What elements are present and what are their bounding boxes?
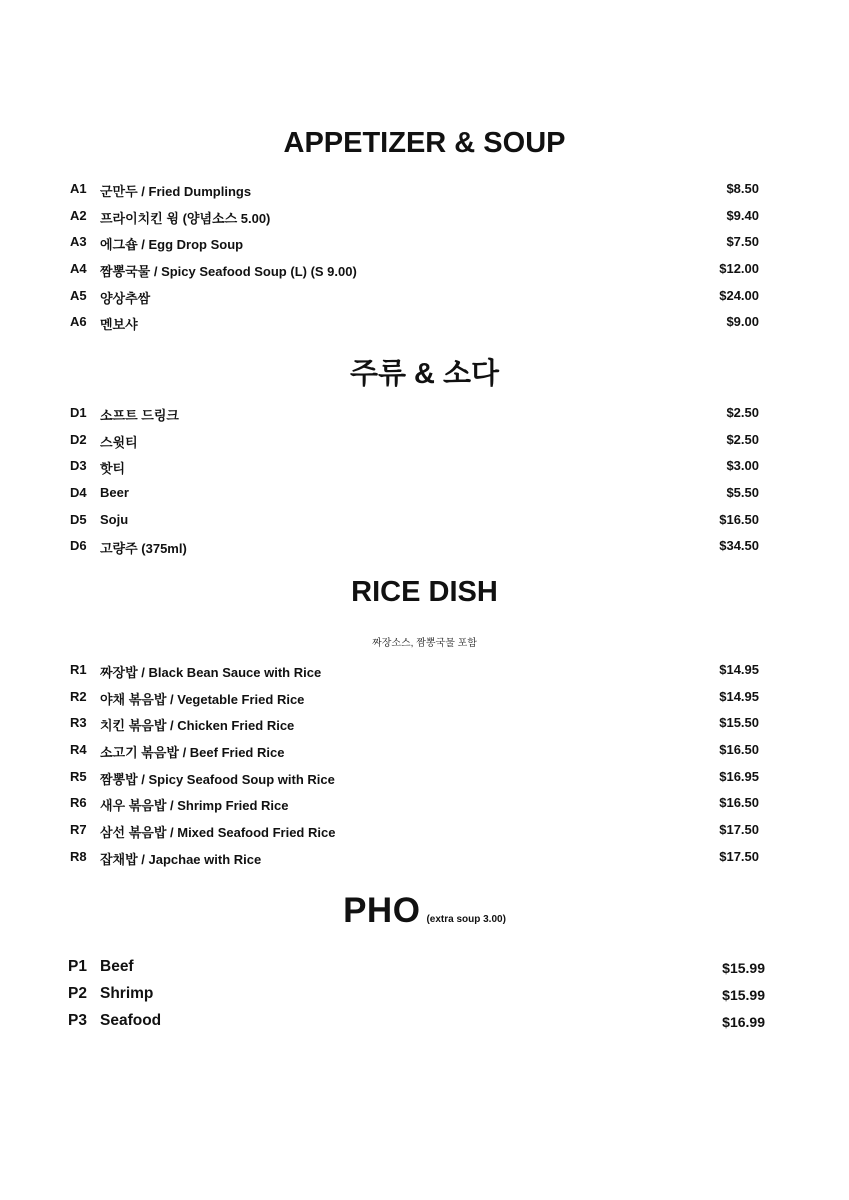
item-name: 야채 볶음밥 / Vegetable Fried Rice [100,691,305,707]
item-name: 프라이치킨 윙 (양념소스 5.00) [100,210,271,226]
item-price: $7.50 [726,234,759,250]
item-code: D6 [70,538,87,554]
drinks-list [0,405,849,565]
item-code: D3 [70,458,87,474]
item-price: $5.50 [726,485,759,501]
rice-section-title: RICE DISH [351,576,498,608]
item-name: 짬뽕밥 / Spicy Seafood Soup with Rice [100,771,335,787]
item-code: R6 [70,795,87,811]
item-price: $16.50 [719,742,759,758]
menu-item-p2 [0,985,849,1012]
item-price: $16.50 [719,511,759,527]
item-name: 에그숍 / Egg Drop Soup [100,237,244,253]
drinks-section-title: 주류 & 소다 [349,358,500,390]
item-code: D2 [70,431,87,447]
item-name: 치킨 볶음밥 / Chicken Fried Rice [100,718,295,734]
menu-item-d5 [0,512,849,539]
menu-item-p1 [0,958,849,985]
item-name: 소프트 드링크 [100,408,179,423]
appetizer-list [0,181,849,341]
item-price: $2.50 [726,405,759,420]
menu-item-a4 [0,261,849,288]
item-code: R4 [70,742,87,758]
item-price: $15.99 [722,960,765,976]
item-name: 잡채밥 / Japchae with Rice [100,851,262,867]
item-price: $14.95 [719,662,759,677]
item-code: A3 [70,234,87,250]
item-code: D1 [70,405,87,420]
item-name: 군만두 / Fried Dumplings [100,184,252,199]
item-price: $16.50 [719,795,759,811]
item-name: Seafood [100,1012,162,1029]
pho-list [0,958,849,1039]
item-name: 고량주 (375ml) [100,541,187,557]
menu-item-d6 [0,538,849,565]
item-name: 멘보샤 [100,317,138,333]
item-code: A1 [70,181,87,196]
appetizer-section-title: APPETIZER & SOUP [283,127,566,159]
item-code: D5 [70,511,87,527]
item-code: R7 [70,822,87,838]
item-price: $14.95 [719,688,759,704]
item-code: R3 [70,715,87,731]
menu-item-r4 [0,742,849,769]
item-code: R5 [70,768,87,784]
menu-item-r5 [0,769,849,796]
item-price: $3.00 [726,458,759,474]
menu-item-r7 [0,822,849,849]
item-price: $24.00 [719,287,759,303]
item-code: R2 [70,688,87,704]
item-price: $2.50 [726,431,759,447]
item-name: 핫티 [100,461,126,477]
rice-list [0,662,849,876]
menu-item-r1 [0,662,849,689]
item-name: Beer [100,485,129,501]
item-code: A5 [70,287,87,303]
menu-item-d3 [0,458,849,485]
menu-item-p3 [0,1012,849,1039]
menu-item-d2 [0,432,849,459]
menu-item-r3 [0,715,849,742]
item-price: $16.99 [722,1014,765,1030]
menu-item-d4 [0,485,849,512]
item-code: D4 [70,485,87,501]
rice-section-note: 짜장소스, 짬뽕국물 포함 [372,638,477,649]
pho-section-title [0,891,849,931]
item-code: R8 [70,848,87,864]
menu-item-r2 [0,689,849,716]
item-code: P1 [68,958,87,975]
item-price: $16.95 [719,768,759,784]
item-code: A4 [70,261,87,277]
pho-extra-soup-note: (extra soup 3.00) [426,914,506,925]
item-name: 소고기 볶음밥 / Beef Fried Rice [100,745,285,761]
pho-title-text: PHO [343,891,421,930]
item-price: $17.50 [719,848,759,864]
item-price: $12.00 [719,261,759,277]
menu-item-a1 [0,181,849,208]
item-name: Soju [100,511,129,527]
item-price: $15.99 [722,987,765,1003]
item-name: Shrimp [100,985,154,1002]
item-code: R1 [70,662,87,677]
item-name: 삼선 볶음밥 / Mixed Seafood Fried Rice [100,825,336,841]
item-name: 짜장밥 / Black Bean Sauce with Rice [100,665,322,680]
menu-item-r6 [0,795,849,822]
menu-item-r8 [0,849,849,876]
item-name: 양상추쌈 [100,290,151,306]
menu-item-a6 [0,314,849,341]
item-name: Beef [100,958,134,975]
item-code: P2 [68,985,87,1002]
item-price: $17.50 [719,822,759,838]
item-code: P3 [68,1012,87,1029]
item-price: $15.50 [719,715,759,731]
menu-item-a5 [0,288,849,315]
item-name: 새우 볶음밥 / Shrimp Fried Rice [100,798,289,814]
item-price: $9.00 [726,314,759,330]
item-code: A2 [70,207,87,223]
item-price: $8.50 [726,181,759,196]
item-price: $9.40 [726,207,759,223]
item-name: 스윗티 [100,434,138,450]
menu-item-d1 [0,405,849,432]
menu-item-a3 [0,234,849,261]
item-price: $34.50 [719,538,759,554]
menu-item-a2 [0,208,849,235]
item-code: A6 [70,314,87,330]
item-name: 짬뽕국물 / Spicy Seafood Soup (L) (S 9.00) [100,264,357,280]
